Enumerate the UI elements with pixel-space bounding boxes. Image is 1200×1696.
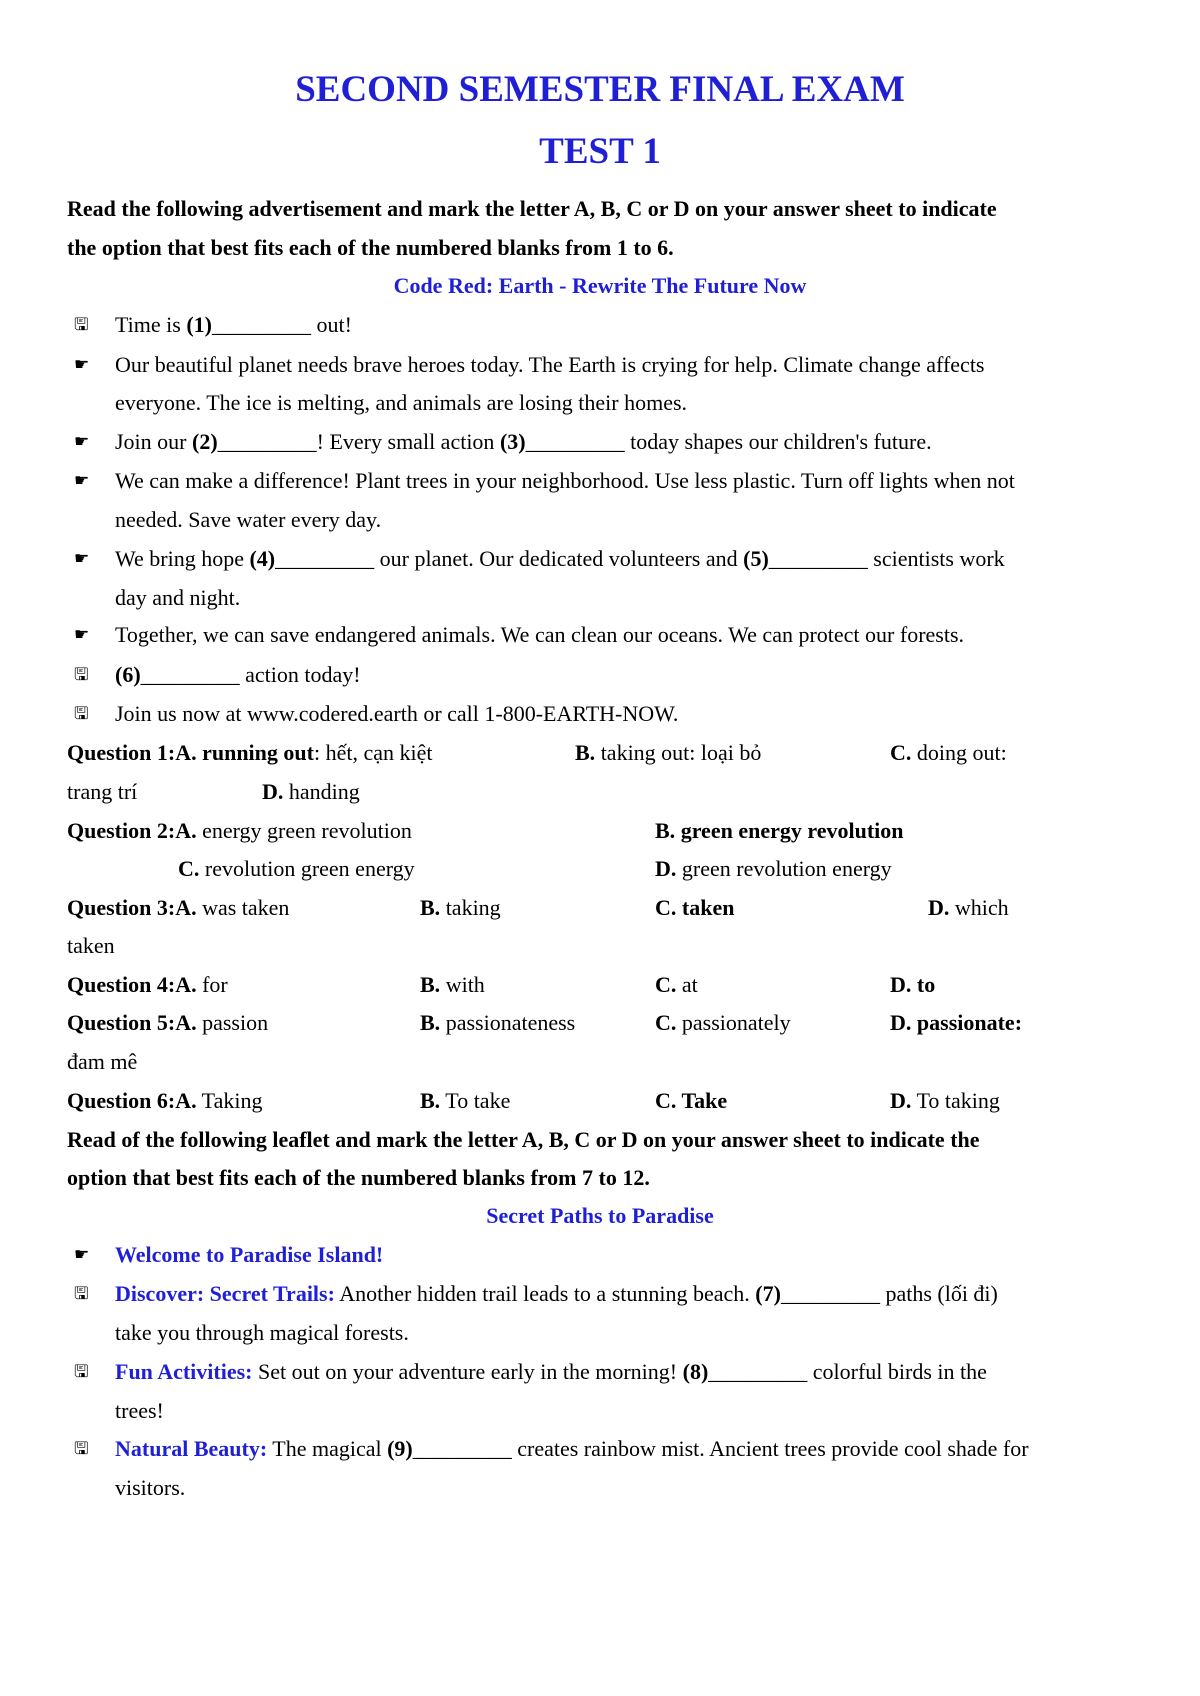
section-2-heading: Secret Paths to Paradise <box>486 1203 714 1228</box>
test-number: TEST 1 <box>539 131 661 172</box>
question-3: Question 3:A. was taken <box>67 895 290 920</box>
q5-option-d-cont: đam mê <box>67 1049 138 1074</box>
hand-pointer-icon: ☛ <box>74 355 90 375</box>
q2-option-d: D. green revolution energy <box>655 856 892 881</box>
bullet-text: We can make a difference! Plant trees in your neighborhood. Use less plastic. Turn off lights when not <box>115 468 1015 493</box>
hand-pointer-icon: ☛ <box>74 471 90 491</box>
hand-pointer-icon: ☛ <box>74 1245 90 1265</box>
q1-option-c: C. doing out: <box>890 740 1007 765</box>
instruction-1-line-1: Read the following advertisement and mark the letter A, B, C or D on your answer sheet to indicate <box>67 196 997 221</box>
computer-icon: 🖫 <box>74 1284 89 1304</box>
computer-icon: 🖫 <box>74 1362 89 1382</box>
bullet-text-cont: needed. Save water every day. <box>115 507 382 532</box>
instruction-1-line-2: the option that best fits each of the numbered blanks from 1 to 6. <box>67 235 674 260</box>
q2-option-b: B. green energy revolution <box>655 818 904 843</box>
question-2: Question 2:A. energy green revolution <box>67 818 412 843</box>
bullet-text: Time is (1)_________ out! <box>115 312 352 337</box>
welcome-line: Welcome to Paradise Island! <box>115 1242 384 1267</box>
hand-pointer-icon: ☛ <box>74 549 90 569</box>
hand-pointer-icon: ☛ <box>74 432 90 452</box>
bullet-text: We bring hope (4)_________ our planet. Our dedicated volunteers and (5)_________ scientists work <box>115 546 1005 571</box>
natural-beauty-line-cont: visitors. <box>115 1475 186 1500</box>
q1-option-c-cont: trang trí <box>67 779 138 804</box>
question-1: Question 1:A. running out: hết, cạn kiệt <box>67 740 433 765</box>
computer-icon: 🖫 <box>74 704 89 724</box>
natural-beauty-line: Natural Beauty: The magical (9)_________ creates rainbow mist. Ancient trees provide cool shade for <box>115 1436 1029 1461</box>
computer-icon: 🖫 <box>74 665 89 685</box>
section-1-heading: Code Red: Earth - Rewrite The Future Now <box>393 273 807 298</box>
q6-option-d: D. To taking <box>890 1088 1000 1113</box>
q5-option-c: C. passionately <box>655 1010 791 1035</box>
q5-option-b: B. passionateness <box>420 1010 576 1035</box>
instruction-2-line-2: option that best fits each of the numbered blanks from 7 to 12. <box>67 1165 650 1190</box>
question-5: Question 5:A. passion <box>67 1010 269 1035</box>
q6-option-b: B. To take <box>420 1088 511 1113</box>
q4-option-c: C. at <box>655 972 698 997</box>
q3-option-c: C. taken <box>655 895 735 920</box>
q3-option-b: B. taking <box>420 895 501 920</box>
discover-line-cont: take you through magical forests. <box>115 1320 409 1345</box>
q4-option-d: D. to <box>890 972 936 997</box>
q1-option-b: B. taking out: loại bỏ <box>575 740 762 765</box>
page-title: SECOND SEMESTER FINAL EXAM <box>295 69 905 110</box>
bullet-text: Together, we can save endangered animals. We can clean our oceans. We can protect our forests. <box>115 622 965 647</box>
instruction-2-line-1: Read of the following leaflet and mark the letter A, B, C or D on your answer sheet to indicate the <box>67 1127 980 1152</box>
q1-option-d: D. handing <box>262 779 360 804</box>
bullet-text: Join us now at www.codered.earth or call 1-800-EARTH-NOW. <box>115 701 679 726</box>
bullet-text: (6)_________ action today! <box>115 662 361 687</box>
bullet-text: Join our (2)_________! Every small action (3)_________ today shapes our children's future. <box>115 429 932 454</box>
bullet-text-cont: day and night. <box>115 585 241 610</box>
fun-activities-line-cont: trees! <box>115 1398 164 1423</box>
fun-activities-line: Fun Activities: Set out on your adventure early in the morning! (8)_________ colorful birds in the <box>115 1359 987 1384</box>
bullet-text-cont: everyone. The ice is melting, and animals are losing their homes. <box>115 390 688 415</box>
bullet-text: Our beautiful planet needs brave heroes today. The Earth is crying for help. Climate change affects <box>115 352 985 377</box>
q6-option-c: C. Take <box>655 1088 728 1113</box>
q3-option-d-cont: taken <box>67 933 115 958</box>
question-6: Question 6:A. Taking <box>67 1088 263 1113</box>
computer-icon: 🖫 <box>74 315 89 335</box>
computer-icon: 🖫 <box>74 1439 89 1459</box>
q2-option-c: C. revolution green energy <box>178 856 415 881</box>
hand-pointer-icon: ☛ <box>74 625 90 645</box>
q5-option-d: D. passionate: <box>890 1010 1023 1035</box>
q3-option-d: D. which <box>928 895 1009 920</box>
q4-option-b: B. with <box>420 972 485 997</box>
discover-line: Discover: Secret Trails: Another hidden trail leads to a stunning beach. (7)_________ paths (lối đi) <box>115 1281 998 1306</box>
question-4: Question 4:A. for <box>67 972 228 997</box>
